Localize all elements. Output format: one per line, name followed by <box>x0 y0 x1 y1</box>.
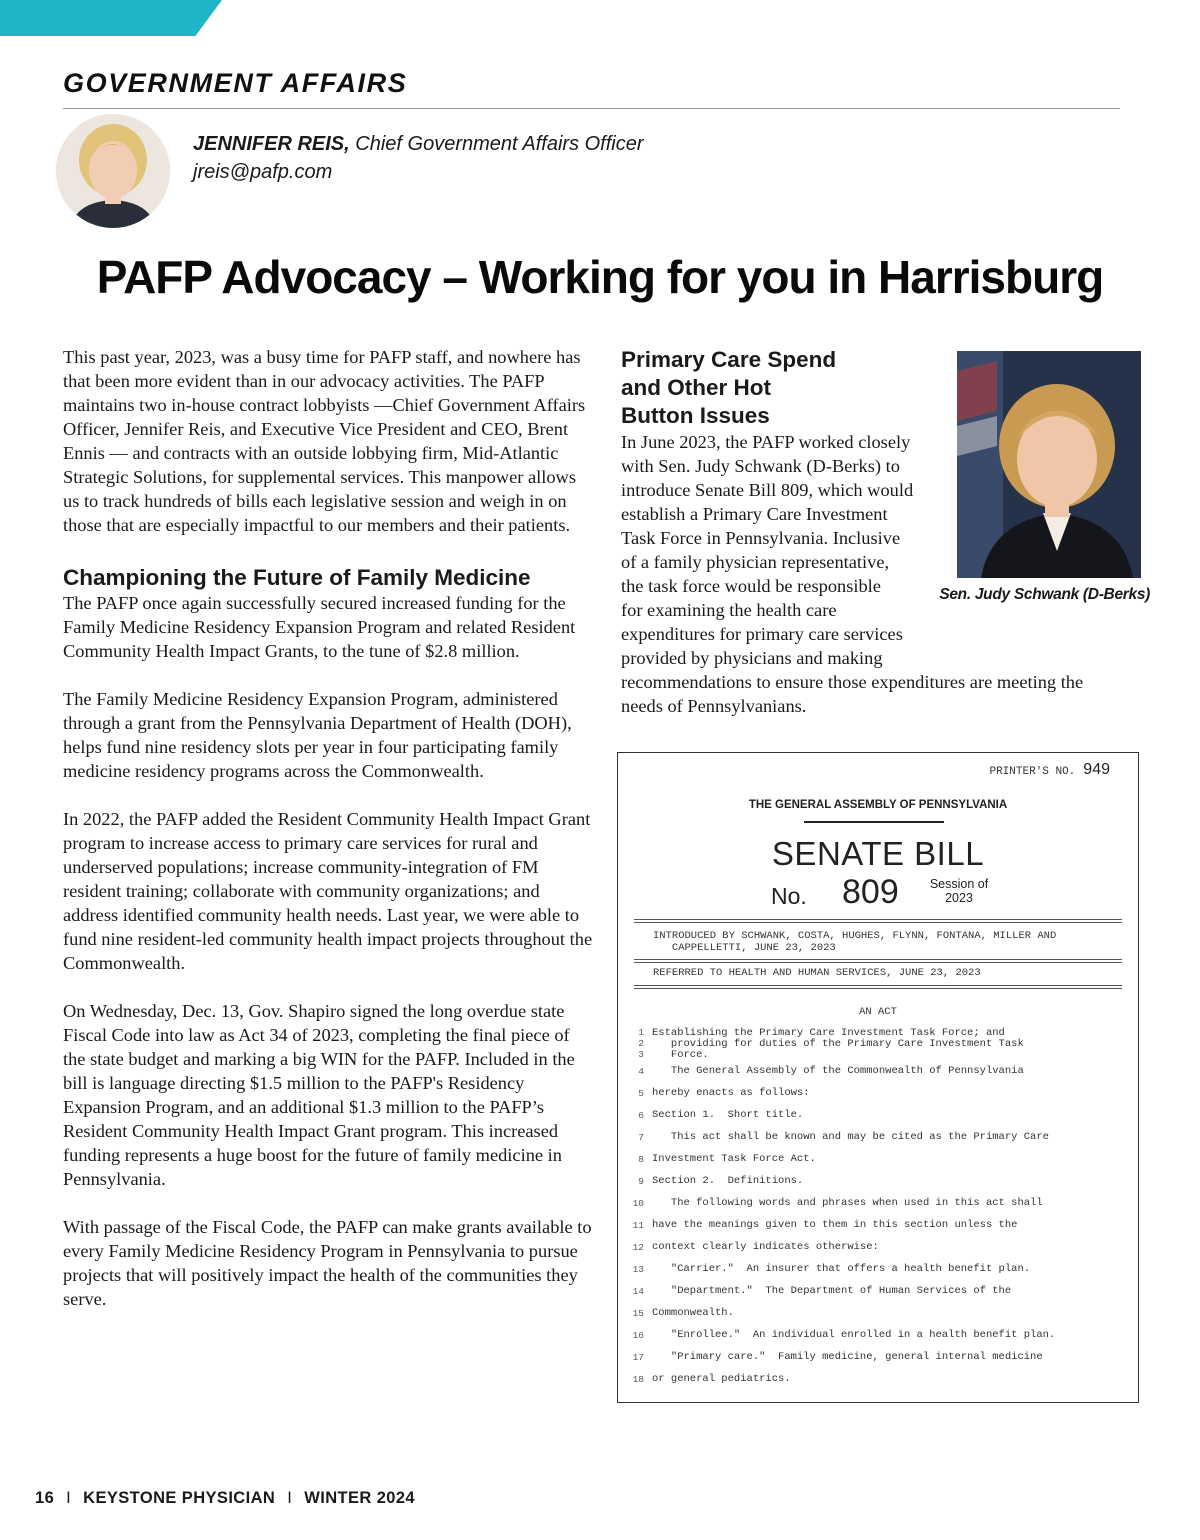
bill-line-number: 8 <box>638 1153 644 1165</box>
bill-line-number: 17 <box>632 1351 644 1363</box>
bill-line-text: This act shall be known and may be cited as the Primary Care <box>652 1131 1049 1143</box>
bill-rule <box>634 919 1122 923</box>
section-label: GOVERNMENT AFFAIRS <box>63 68 408 98</box>
bill-line <box>622 1258 1132 1280</box>
page-number: 16 <box>35 1489 55 1507</box>
heading-line: and Other Hot <box>621 375 771 400</box>
primary-care-heading <box>621 346 941 430</box>
publication-name: KEYSTONE PHYSICIAN <box>83 1489 276 1507</box>
session-block <box>924 877 994 905</box>
bill-rule <box>634 959 1122 963</box>
text-line-wide: recommendations to ensure those expenditures are meeting the needs of Pennsylvanians. <box>621 672 1084 716</box>
bill-line-text: Force. <box>652 1048 709 1061</box>
issue-name: WINTER 2024 <box>304 1489 415 1507</box>
session-label: Session of <box>929 877 989 891</box>
bill-line-number: 11 <box>632 1219 644 1231</box>
bill-line-text: Establishing the Primary Care Investment Task Force; and <box>652 1026 1005 1039</box>
senate-bill-image <box>617 752 1139 1403</box>
bill-line-number: 9 <box>638 1175 644 1187</box>
section-divider <box>63 108 1120 109</box>
bill-line <box>622 1038 1132 1049</box>
bill-line <box>622 1060 1132 1082</box>
heading-line: Primary Care Spend <box>621 347 837 372</box>
bill-line-number: 12 <box>632 1241 644 1253</box>
referred-to: REFERRED TO HEALTH AND HUMAN SERVICES, JUNE 23, 2023 <box>653 967 981 979</box>
bill-line <box>622 1027 1132 1038</box>
bill-line-text: "Primary care." Family medicine, general internal medicine <box>652 1351 1043 1363</box>
championing-subhead: Championing the Future of Family Medicine <box>63 565 531 590</box>
bill-line <box>622 1324 1132 1346</box>
bill-line-text: or general pediatrics. <box>652 1373 791 1385</box>
bill-line-text: "Enrollee." An individual enrolled in a health benefit plan. <box>652 1329 1056 1341</box>
text-line: In June 2023, the PAFP worked closely <box>621 432 911 452</box>
bill-line-number: 5 <box>638 1087 644 1099</box>
text-line: with Sen. Judy Schwank (D-Berks) to <box>621 456 900 476</box>
bill-line-number: 7 <box>638 1131 644 1143</box>
bill-line <box>622 1346 1132 1368</box>
bill-title: SENATE BILL <box>771 835 985 872</box>
text-line: for examining the health care <box>621 600 837 620</box>
bill-number: 809 <box>842 873 899 911</box>
bill-line-number: 6 <box>638 1109 644 1121</box>
bill-line <box>622 1368 1132 1390</box>
bill-no-label: No. <box>771 883 807 909</box>
author-avatar <box>56 114 170 228</box>
intro-paragraph: This past year, 2023, was a busy time for PAFP staff, and nowhere has that been more evident than in our advocacy activities. The PAFP maintains two in-house contract lobbyists —Chief Government Affairs Officer, Jennifer Reis, and Executive Vice President and CEO, Brent Ennis — and contracts with an outside lobbying firm, Mid-Atlantic Strategic Solutions, for supplemental services. This manpower allows us to track hundreds of bills each legislative session and weigh in on those that are especially impactful to our members and their patients. <box>63 347 586 535</box>
bill-line-number: 16 <box>632 1329 644 1341</box>
printer-no-value: 949 <box>1083 761 1110 778</box>
printer-number <box>989 761 1110 779</box>
bill-line <box>622 1126 1132 1148</box>
bill-line-text: Investment Task Force Act. <box>652 1153 816 1165</box>
article-headline: PAFP Advocacy – Working for you in Harrisburg <box>96 251 1104 303</box>
bill-line-text: Section 2. Definitions. <box>652 1175 804 1187</box>
fiscal-code-paragraph: On Wednesday, Dec. 13, Gov. Shapiro signed the long overdue state Fiscal Code into law as Act 34 of 2023, completing the final piece of the state budget and marking a big WIN for the PAFP. Included in the bill is language directing $1.5 million to the PAFP's Residency Expansion Program, and an additional $1.3 million to the PAFP’s Resident Community Health Impact Grant program. This increased funding represents a huge boost for the future of family medicine in Pennsylvania. <box>63 1001 575 1189</box>
bill-line-text: "Department." The Department of Human Services of the <box>652 1285 1012 1297</box>
bill-line-text: providing for duties of the Primary Care Investment Task <box>652 1037 1024 1050</box>
left-column <box>63 345 593 1311</box>
bill-line-text: Section 1. Short title. <box>652 1109 804 1121</box>
text-line: expenditures for primary care services <box>621 624 903 644</box>
bill-line-number: 13 <box>632 1263 644 1275</box>
text-line: Task Force in Pennsylvania. Inclusive <box>621 528 901 548</box>
bill-text-lines <box>622 1027 1132 1390</box>
bill-line-text: The following words and phrases when used in this act shall <box>652 1197 1043 1209</box>
bill-line-number: 2 <box>638 1038 644 1049</box>
bill-line-text: context clearly indicates otherwise: <box>652 1241 879 1253</box>
page-footer <box>35 1489 415 1508</box>
bill-line <box>622 1214 1132 1236</box>
bill-line-number: 1 <box>638 1027 644 1038</box>
footer-separator: I <box>287 1489 293 1507</box>
grants-paragraph: With passage of the Fiscal Code, the PAFP can make grants available to every Family Medicine Residency Program in Pennsylvania to pursue projects that will positively impact the health of the communities they serve. <box>63 1217 592 1309</box>
impact-grant-paragraph: In 2022, the PAFP added the Resident Community Health Impact Grant program to increase access to primary care services for rural and underserved populations; increase community-integration of FM resident training; collaborate with community organizations; and address identified community health needs. Last year, we were able to fund nine resident-led community health impact projects throughout the Commonwealth. <box>63 809 593 973</box>
author-name: JENNIFER REIS, <box>193 133 350 155</box>
assembly-rule <box>804 821 944 823</box>
bill-line <box>622 1104 1132 1126</box>
bill-line-number: 14 <box>632 1285 644 1297</box>
assembly-heading: THE GENERAL ASSEMBLY OF PENNSYLVANIA <box>748 799 1008 811</box>
bill-line-text: Commonwealth. <box>652 1307 734 1319</box>
bill-line-text: hereby enacts as follows: <box>652 1087 810 1099</box>
bill-line-number: 15 <box>632 1307 644 1319</box>
text-line: establish a Primary Care Investment <box>621 504 888 524</box>
bill-line <box>622 1192 1132 1214</box>
author-title: Chief Government Affairs Officer <box>355 133 644 155</box>
bill-line-text: The General Assembly of the Commonwealth of Pennsylvania <box>652 1065 1024 1077</box>
bill-line-number: 3 <box>638 1049 644 1060</box>
an-act: AN ACT <box>859 1006 897 1018</box>
bill-line-text: "Carrier." An insurer that offers a health benefit plan. <box>652 1263 1031 1275</box>
printer-label: PRINTER'S NO. <box>989 766 1076 778</box>
session-year: 2023 <box>945 891 973 905</box>
author-email[interactable]: jreis@pafp.com <box>193 161 333 183</box>
footer-separator: I <box>66 1489 72 1507</box>
bill-line-number: 4 <box>638 1065 644 1077</box>
text-line: provided by physicians and making <box>621 648 883 668</box>
bill-rule <box>634 985 1122 989</box>
heading-line: Button Issues <box>621 403 770 428</box>
text-line: the task force would be responsible <box>621 576 881 596</box>
text-line: of a family physician representative, <box>621 552 890 572</box>
text-line: introduce Senate Bill 809, which would <box>621 480 914 500</box>
bill-line <box>622 1280 1132 1302</box>
introduced-by: INTRODUCED BY SCHWANK, COSTA, HUGHES, FLYNN, FONTANA, MILLER AND CAPPELLETTI, JUNE 23, 2023 <box>653 930 1057 954</box>
senator-portrait <box>957 351 1141 578</box>
bill-line-number: 18 <box>632 1373 644 1385</box>
bill-line-text: have the meanings given to them in this section unless the <box>652 1219 1018 1231</box>
portrait-caption: Sen. Judy Schwank (D-Berks) <box>939 586 1150 603</box>
bill-line-number: 10 <box>632 1197 644 1209</box>
bill-line <box>622 1148 1132 1170</box>
bill-line <box>622 1082 1132 1104</box>
corner-accent-tab <box>0 0 222 36</box>
bill-line <box>622 1170 1132 1192</box>
bill-line <box>622 1302 1132 1324</box>
bill-line <box>622 1236 1132 1258</box>
author-byline <box>193 130 644 186</box>
bill-line <box>622 1049 1132 1060</box>
residency-program-paragraph: The Family Medicine Residency Expansion Program, administered through a grant from the Pennsylvania Department of Health (DOH), helps fund nine residency slots per year in four participating family medicine residency programs across the Commonwealth. <box>63 689 572 781</box>
funding-paragraph: The PAFP once again successfully secured increased funding for the Family Medicine Residency Expansion Program and related Resident Community Health Impact Grants, to the tune of $2.8 million. <box>63 593 576 661</box>
